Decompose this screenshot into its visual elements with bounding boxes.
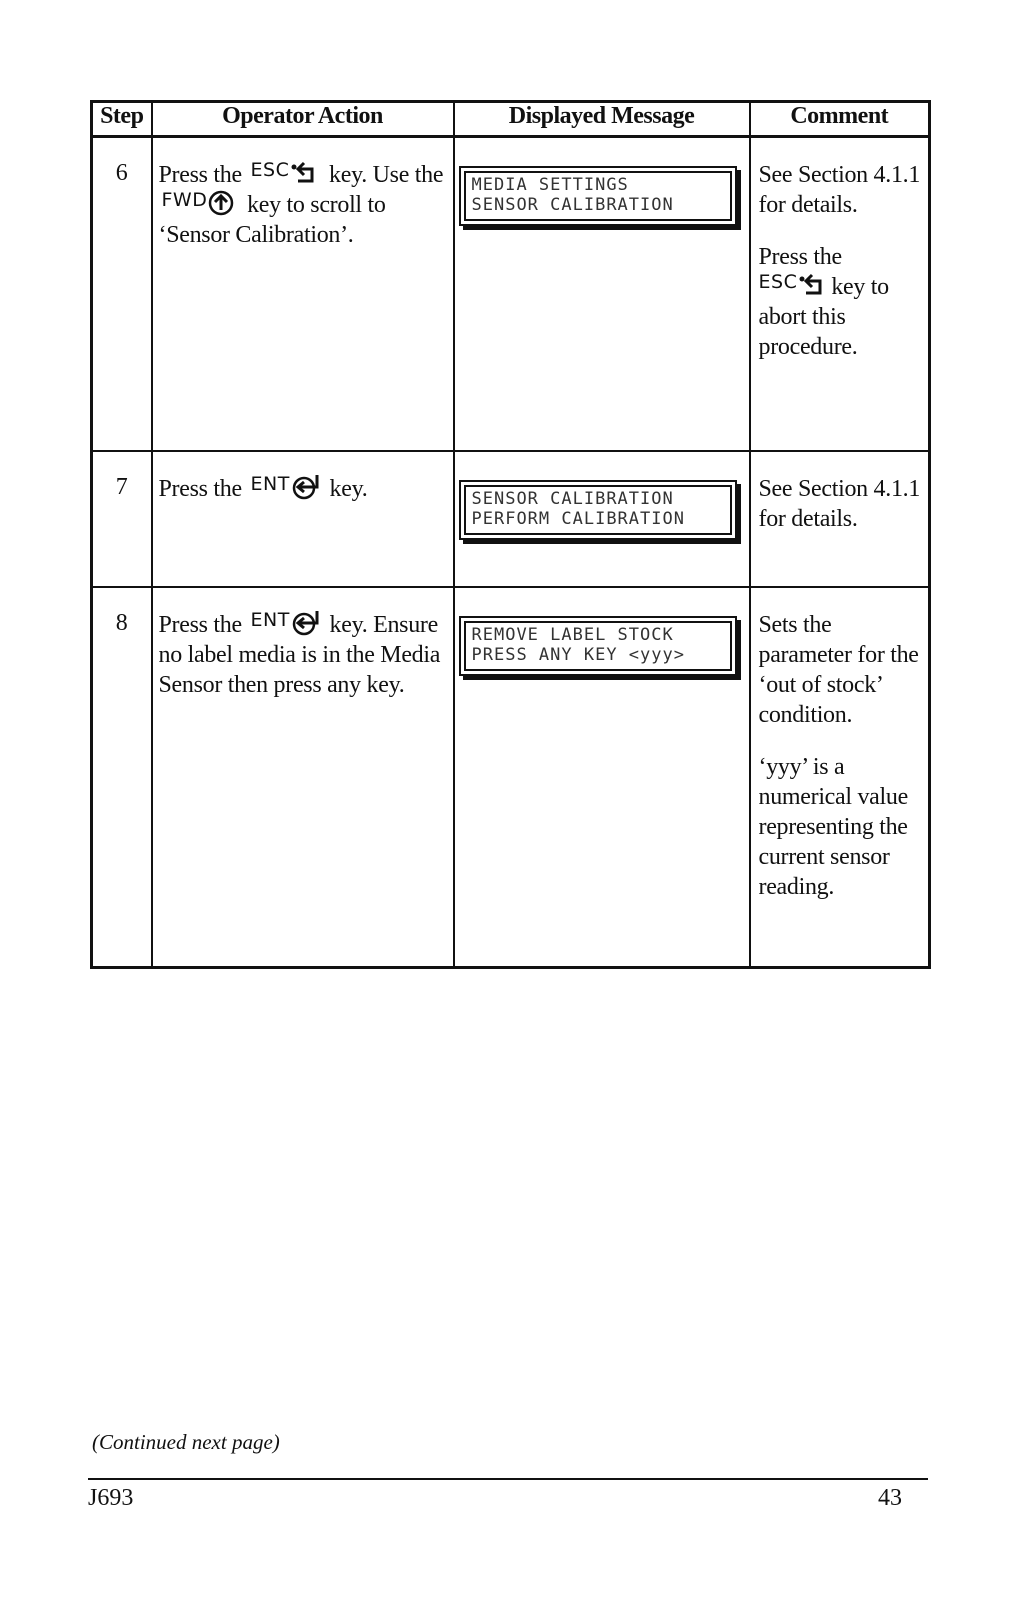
- operator-action-cell: [152, 137, 454, 452]
- action-text: key to scroll to ‘Sensor Calibration’.: [158, 192, 386, 248]
- action-text: Press the: [158, 162, 242, 188]
- enter-return-icon: [291, 474, 321, 500]
- esc-return-icon: [798, 272, 828, 298]
- table-row: [92, 587, 930, 968]
- comment-fragment: key to abort this procedure.: [758, 274, 889, 360]
- header-step: Step: [92, 102, 152, 137]
- action-text: key.: [329, 476, 368, 502]
- document-id: J693: [88, 1485, 134, 1511]
- table-row: [92, 451, 930, 587]
- comment-cell: [750, 451, 930, 587]
- key-label: ESC: [758, 271, 798, 293]
- lcd-display: [459, 166, 737, 226]
- continued-note: (Continued next page): [92, 1430, 280, 1454]
- comment-fragment: Press the: [758, 244, 842, 270]
- step-number: 7: [92, 451, 152, 587]
- operator-action-cell: [152, 451, 454, 587]
- action-text: Press the: [158, 612, 242, 638]
- esc-return-icon: [290, 160, 320, 186]
- key-label: FWD: [161, 189, 208, 211]
- procedure-table: [90, 100, 931, 969]
- ent-key: [251, 610, 321, 636]
- step-number: 6: [92, 137, 152, 452]
- lcd-line-1: SENSOR CALIBRATION: [471, 489, 674, 509]
- lcd-line-1: REMOVE LABEL STOCK: [471, 625, 674, 645]
- lcd-display: [459, 480, 737, 540]
- esc-key: [759, 272, 829, 298]
- table-row: [92, 137, 930, 452]
- key-label: ENT: [250, 473, 290, 495]
- comment-text: See Section 4.1.1 for details.: [758, 476, 921, 532]
- lcd-display: [459, 616, 737, 676]
- header-comment: Comment: [750, 102, 930, 137]
- lcd-line-2: SENSOR CALIBRATION: [471, 195, 674, 215]
- comment-text: ‘yyy’ is a numerical value representing the current sensor reading.: [758, 754, 908, 900]
- page-number: 43: [878, 1485, 902, 1511]
- key-label: ENT: [250, 609, 290, 631]
- enter-return-icon: [291, 610, 321, 636]
- lcd-line-2: PRESS ANY KEY <yyy>: [471, 645, 685, 665]
- fwd-up-arrow-icon: [208, 190, 238, 216]
- comment-cell: [750, 137, 930, 452]
- displayed-message-cell: [454, 587, 750, 968]
- esc-key: [251, 160, 321, 186]
- footer-divider: [88, 1478, 928, 1480]
- action-text: key. Use the: [329, 162, 444, 188]
- comment-cell: [750, 587, 930, 968]
- key-label: ESC: [250, 159, 290, 181]
- fwd-key: [162, 190, 239, 216]
- action-text: key. Ensure no label media is in the Media Sensor then press any key.: [158, 612, 441, 698]
- table-header-row: [92, 102, 930, 137]
- action-text: Press the: [158, 476, 242, 502]
- lcd-line-2: PERFORM CALIBRATION: [471, 509, 685, 529]
- displayed-message-cell: [454, 137, 750, 452]
- header-operator-action: Operator Action: [152, 102, 454, 137]
- comment-text: [759, 242, 923, 362]
- comment-text: See Section 4.1.1 for details.: [758, 162, 921, 218]
- step-number: 8: [92, 587, 152, 968]
- displayed-message-cell: [454, 451, 750, 587]
- ent-key: [251, 474, 321, 500]
- comment-text: Sets the parameter for the ‘out of stock’ condition.: [758, 612, 919, 728]
- lcd-line-1: MEDIA SETTINGS: [471, 175, 629, 195]
- operator-action-cell: [152, 587, 454, 968]
- header-displayed-message: Displayed Message: [454, 102, 750, 137]
